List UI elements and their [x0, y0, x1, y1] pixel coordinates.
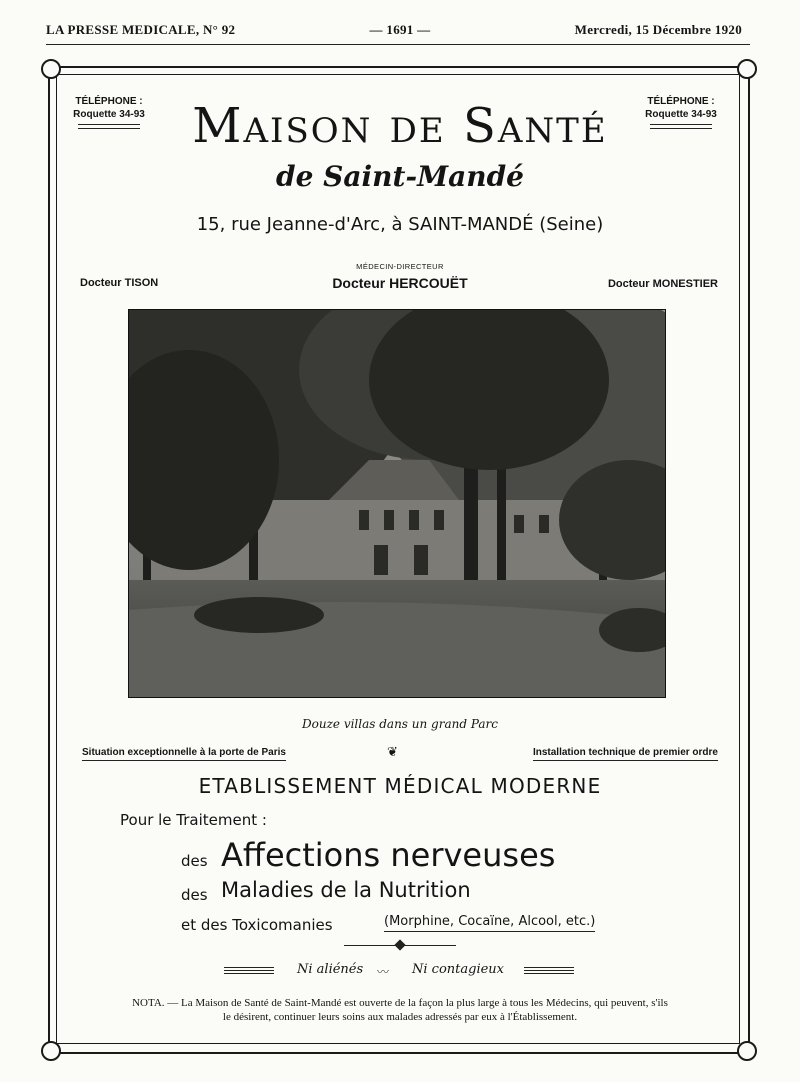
corner-ornament-icon — [737, 59, 757, 79]
toxicomanies-note: (Morphine, Cocaïne, Alcool, etc.) — [384, 914, 595, 932]
situation-right: Installation technique de premier ordre — [533, 747, 718, 761]
corner-ornament-icon — [737, 1041, 757, 1061]
triple-rule-right — [524, 967, 574, 976]
telephone-label: TÉLÉPHONE : — [75, 96, 143, 107]
doctor-right: Docteur MONESTIER — [607, 278, 718, 290]
photo-caption: Douze villas dans un grand Parc — [302, 717, 498, 731]
situation-left: Situation exceptionnelle à la porte de Paris — [82, 747, 286, 761]
park-photo-illustration — [129, 310, 665, 697]
telephone-number: Roquette 34-93 — [73, 109, 145, 120]
triple-rule-left — [224, 967, 274, 976]
corner-ornament-icon — [41, 1041, 61, 1061]
title-initial-m: M — [192, 98, 244, 154]
treatment-prefix: des — [181, 886, 208, 904]
journal-title: LA PRESSE MEDICALE, N° 92 — [46, 22, 236, 37]
title-maison-rest: AISON — [243, 111, 373, 151]
restriction-alienes: Ni aliénés — [297, 962, 364, 977]
nota-line-2: le désirent, continuer leurs soins aux malades adressés par eux à l'Établissement. — [222, 1011, 578, 1023]
doctor-director: Docteur HERCOUËT — [332, 275, 468, 291]
header-rule — [46, 44, 750, 45]
nota-paragraph — [80, 996, 720, 1024]
telephone-number: Roquette 34-93 — [645, 109, 717, 120]
address: 15, rue Jeanne-d'Arc, à SAINT-MANDÉ (Seine) — [196, 214, 604, 235]
title-sante-rest: ANTÉ — [497, 111, 608, 151]
wave-ornament-icon: 〰 — [377, 965, 390, 979]
nota-line-1: NOTA. — La Maison de Santé de Saint-Mandé est ouverte de la façon la plus large à tous les Médecins, qui peuvent, s'ils — [132, 997, 668, 1009]
treatment-nutrition: Maladies de la Nutrition — [221, 878, 471, 902]
subtitle: de Saint-Mandé — [276, 160, 524, 193]
director-label: MÉDECIN-DIRECTEUR — [356, 262, 444, 271]
title-initial-s: S — [462, 98, 498, 154]
issue-date: Mercredi, 15 Décembre 1920 — [574, 22, 742, 37]
park-photograph — [128, 309, 666, 698]
treatment-intro: Pour le Traitement : — [120, 811, 267, 829]
treatment-nervous: Affections nerveuses — [221, 836, 556, 874]
page-number: — 1691 — — [369, 22, 431, 37]
fleuron-icon: ❦ — [387, 745, 398, 760]
corner-ornament-icon — [41, 59, 61, 79]
main-title — [0, 98, 800, 154]
establishment-heading: ETABLISSEMENT MÉDICAL MODERNE — [198, 774, 602, 798]
doctor-left: Docteur TISON — [80, 277, 159, 289]
treatment-prefix: des — [181, 852, 208, 870]
treatment-toxicomanies: et des Toxicomanies — [181, 916, 333, 934]
restriction-contagieux: Ni contagieux — [412, 962, 504, 977]
telephone-label: TÉLÉPHONE : — [647, 96, 715, 107]
title-de: DE — [389, 111, 446, 151]
